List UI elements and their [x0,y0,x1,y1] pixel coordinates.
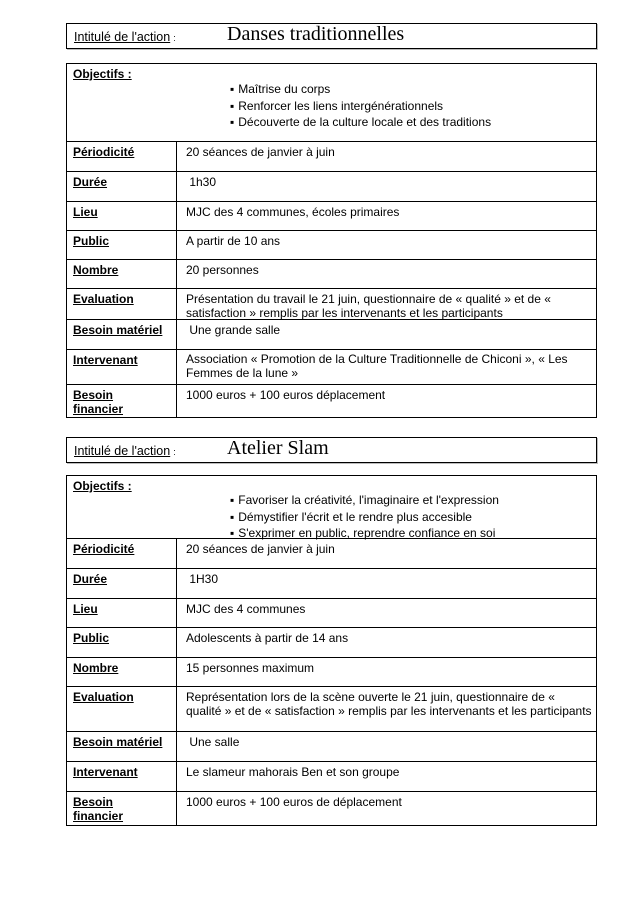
table-row [67,686,596,731]
row-value-periodicite: 20 séances de janvier à juin [176,539,596,568]
row-label-lieu: Lieu [73,602,98,616]
row-label-evaluation: Evaluation [73,690,134,704]
row-value-lieu: MJC des 4 communes [176,599,596,627]
action2-objectifs-list [230,492,499,542]
row-value-nombre: 15 personnes maximum [176,658,596,686]
row-label-public: Public [73,234,110,248]
row-value-duree: 1H30 [176,569,596,598]
table-row [67,568,596,598]
action2-objectifs-label: Objectifs : [73,479,132,493]
row-label-besoin-materiel: Besoin matériel [73,323,163,337]
row-value-intervenant: Le slameur mahorais Ben et son groupe [176,762,596,791]
row-value-public: Adolescents à partir de 14 ans [176,628,596,657]
list-item: ▪ Démystifier l'écrit et le rendre plus accesible [230,509,499,526]
action1-objectifs-list [230,81,491,131]
row-label-besoin-financier: Besoin financier [73,795,124,823]
table-row [67,598,596,627]
action1-title-label: Intitulé de l'action : [74,30,176,44]
row-value-besoin-materiel: Une salle [176,732,596,761]
table-row [67,141,596,171]
action2-title: Atelier Slam [227,437,329,459]
table-row [67,791,596,825]
row-value-evaluation: Présentation du travail le 21 juin, questionnaire de « qualité » et de « satisfaction » remplis par les intervenants et les participants [176,289,596,319]
table-row [67,538,596,568]
list-item: ▪ Maîtrise du corps [230,81,491,98]
list-item: ▪ Découverte de la culture locale et des traditions [230,114,491,131]
table-row [67,731,596,761]
row-label-lieu: Lieu [73,205,98,219]
table-row [67,627,596,657]
row-label-public: Public [73,631,110,645]
action2-title-label: Intitulé de l'action : [74,444,176,458]
action1-objectifs-row [67,64,596,141]
table-row [67,201,596,230]
list-item: ▪ Renforcer les liens intergénérationnels [230,98,491,115]
action1-table [66,63,597,418]
table-row [67,349,596,384]
row-label-intervenant: Intervenant [73,765,138,779]
row-label-besoin-financier: Besoin financier [73,388,124,416]
table-row [67,259,596,288]
row-label-nombre: Nombre [73,661,119,675]
row-label-duree: Durée [73,572,108,586]
row-value-nombre: 20 personnes [176,260,596,288]
table-row [67,384,596,417]
action1-objectifs-label: Objectifs : [73,67,132,81]
table-row [67,761,596,791]
row-value-besoin-materiel: Une grande salle [176,320,596,349]
list-item: ▪ Favoriser la créativité, l'imaginaire et l'expression [230,492,499,509]
row-value-besoin-financier: 1000 euros + 100 euros déplacement [176,385,596,417]
row-value-intervenant: Association « Promotion de la Culture Traditionnelle de Chiconi », « Les Femmes de la lune » [176,350,596,384]
row-label-evaluation: Evaluation [73,292,134,306]
row-label-besoin-materiel: Besoin matériel [73,735,163,749]
action1-title: Danses traditionnelles [227,23,405,45]
row-label-periodicite: Périodicité [73,542,135,556]
table-row [67,288,596,319]
row-value-lieu: MJC des 4 communes, écoles primaires [176,202,596,230]
action2-objectifs-row [67,476,596,538]
table-row [67,657,596,686]
action2-title-box [66,437,597,463]
row-label-periodicite: Périodicité [73,145,135,159]
row-value-periodicite: 20 séances de janvier à juin [176,142,596,171]
row-value-public: A partir de 10 ans [176,231,596,259]
row-value-besoin-financier: 1000 euros + 100 euros de déplacement [176,792,596,825]
row-value-evaluation: Représentation lors de la scène ouverte le 21 juin, questionnaire de « qualité » et de « satisfaction » remplis par les intervenants et les participants [176,687,596,731]
action2-table [66,475,597,826]
table-row [67,319,596,349]
list-item: ▪ S'exprimer en public, reprendre confiance en soi [230,525,499,542]
row-label-intervenant: Intervenant [73,353,138,367]
row-label-duree: Durée [73,175,108,189]
row-label-nombre: Nombre [73,263,119,277]
table-row [67,171,596,201]
row-value-duree: 1h30 [176,172,596,201]
table-row [67,230,596,259]
action1-title-box [66,23,597,49]
